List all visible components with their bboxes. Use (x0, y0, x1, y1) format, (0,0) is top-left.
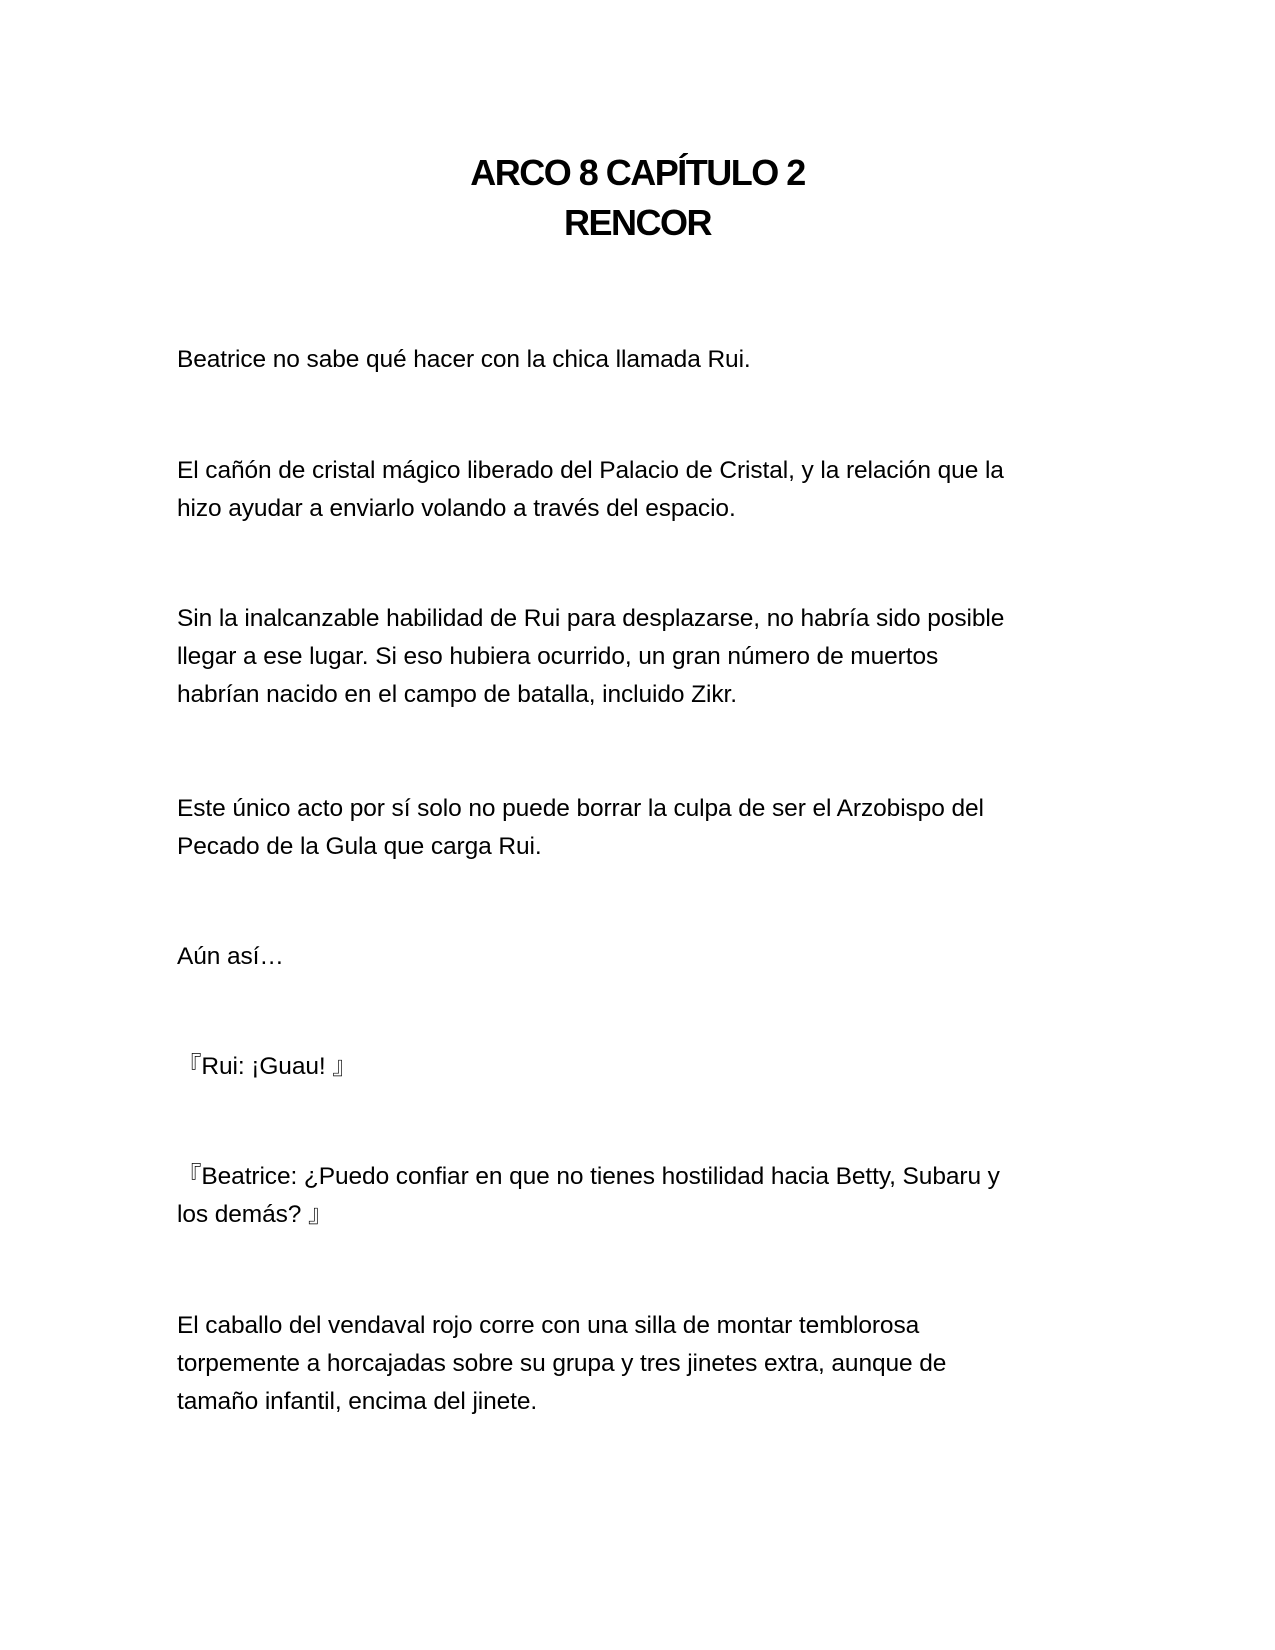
dialogue-line: los demás? 』 (177, 1201, 333, 1228)
paragraph-3 (177, 600, 1097, 714)
dialogue-beatrice (177, 1158, 1097, 1234)
paragraph-2 (177, 452, 1097, 528)
paragraph-line: El caballo del vendaval rojo corre con una silla de montar temblorosa (177, 1312, 920, 1339)
paragraph-8 (177, 1307, 1097, 1421)
paragraph-1 (177, 341, 1097, 379)
paragraph-line: Pecado de la Gula que carga Rui. (177, 833, 542, 860)
paragraph-4 (177, 790, 1097, 866)
dialogue-rui (177, 1048, 1097, 1086)
paragraph-line: hizo ayudar a enviarlo volando a través del espacio. (177, 495, 736, 522)
paragraph-line: habrían nacido en el campo de batalla, incluido Zikr. (177, 681, 737, 708)
chapter-title (0, 148, 1275, 248)
paragraph-line: Aún así… (177, 943, 284, 970)
dialogue-line: 『Rui: ¡Guau! 』 (177, 1053, 357, 1080)
chapter-title-line-1: ARCO 8 CAPÍTULO 2 (470, 152, 805, 193)
chapter-title-line-2: RENCOR (563, 202, 711, 243)
paragraph-line: El cañón de cristal mágico liberado del Palacio de Cristal, y la relación que la (177, 457, 1004, 484)
paragraph-line: llegar a ese lugar. Si eso hubiera ocurrido, un gran número de muertos (177, 643, 939, 670)
dialogue-line: 『Beatrice: ¿Puedo confiar en que no tienes hostilidad hacia Betty, Subaru y (177, 1163, 1000, 1190)
paragraph-line: Beatrice no sabe qué hacer con la chica llamada Rui. (177, 346, 751, 373)
paragraph-5 (177, 938, 1097, 976)
paragraph-line: tamaño infantil, encima del jinete. (177, 1388, 538, 1415)
paragraph-line: Este único acto por sí solo no puede borrar la culpa de ser el Arzobispo del (177, 795, 984, 822)
paragraph-line: Sin la inalcanzable habilidad de Rui para desplazarse, no habría sido posible (177, 605, 1005, 632)
paragraph-line: torpemente a horcajadas sobre su grupa y tres jinetes extra, aunque de (177, 1350, 947, 1377)
